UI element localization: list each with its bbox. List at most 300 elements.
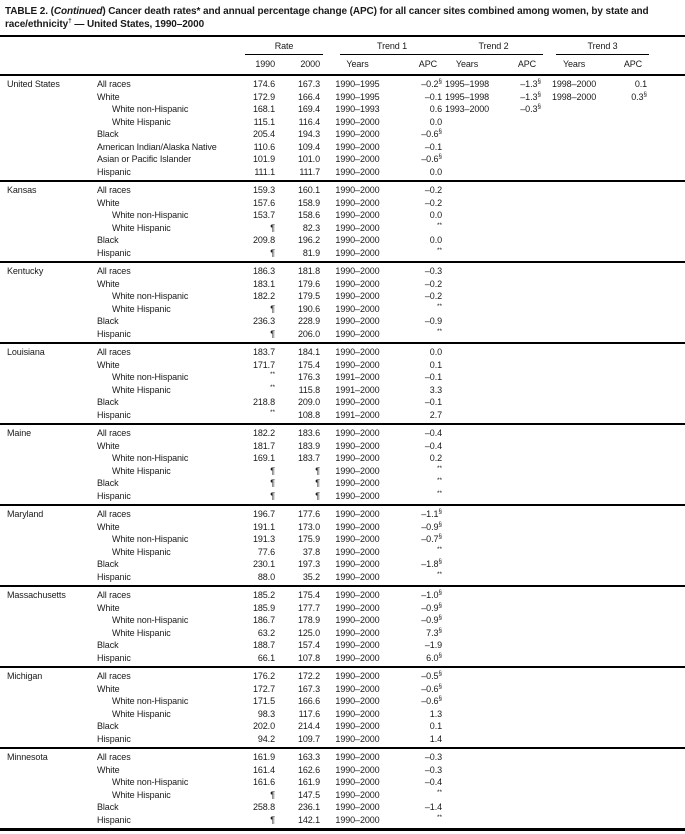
state-section-louisiana [0,343,685,424]
rate-2000 [278,141,323,154]
trend3-apc [605,452,649,465]
trend3-years [543,278,605,291]
rate-2000-value: 206.0 [297,328,320,339]
table-row [0,801,685,814]
race-ethnicity-label: White Hispanic [112,116,171,127]
trend1-apc [392,166,444,182]
race-ethnicity-label: Hispanic [97,247,131,258]
trend3-apc [605,764,649,777]
trend2-apc [490,490,543,506]
trend3-apc [605,290,649,303]
rate-2000 [278,602,323,615]
trend1-apc-footnote-marker: ** [436,302,443,310]
rate-1990 [245,465,278,478]
trend3-apc [605,720,649,733]
trend2-years [444,371,490,384]
rate-2000-value: 117.6 [298,708,320,719]
trend2-apc [490,586,543,602]
rate-2000 [278,627,323,640]
rate-2000 [278,490,323,506]
rate-1990-value: ¶ [270,490,275,501]
rate-2000-value: 183.9 [297,440,320,451]
spacer-cell [649,91,685,104]
table-row [0,103,685,116]
trend2-years [444,166,490,182]
trend2-years [444,278,490,291]
trend3-apc [605,639,649,652]
rate-2000-value: 161.9 [297,777,320,787]
rate-2000 [278,409,323,425]
rate-2000-value: 157.4 [297,640,320,650]
trend3-apc [605,614,649,627]
spacer-cell [649,546,685,559]
state-label [0,521,90,534]
trend3-years [543,141,605,154]
table-row [0,490,685,506]
rate-2000 [278,197,323,210]
rate-1990 [245,384,278,397]
rate-2000-value: 194.3 [297,129,320,139]
table-row [0,384,685,397]
trend1-apc-footnote-marker: § [438,78,443,85]
state-label [0,733,90,749]
table-header [0,37,685,75]
trend1-years: 1990–2000 [335,490,380,501]
spacer-cell [649,166,685,182]
table-row [0,602,685,615]
trend2-apc [490,764,543,777]
trend1-apc-footnote-marker: § [438,128,443,135]
trend2-apc [490,315,543,328]
rate-2000 [278,181,323,197]
trend1-apc [392,764,444,777]
col-header-1990: 1990 [245,55,278,76]
trend1-years: 1990–2000 [335,708,380,719]
trend1-apc [392,141,444,154]
state-label [0,639,90,652]
spacer-cell [649,505,685,521]
trend1-years: 1990–2000 [335,278,380,289]
trend2-years [444,789,490,802]
rate-1990-value: 110.6 [253,141,275,152]
trend2-apc [490,558,543,571]
rate-1990 [245,222,278,235]
trend1-apc [392,571,444,587]
rate-1990 [245,91,278,104]
trend3-years [543,533,605,546]
rate-1990 [245,789,278,802]
trend2-years [444,290,490,303]
trend1-apc [392,440,444,453]
state-label [0,440,90,453]
trend3-years [543,328,605,344]
trend2-years [444,359,490,372]
rate-2000-value: 176.3 [297,372,320,382]
col-header-trend3-years: Years [543,55,605,76]
spacer-cell [649,695,685,708]
trend1-years: 1991–2000 [335,409,380,420]
rate-1990-value: 94.2 [257,733,275,744]
rate-2000-value: 196.2 [297,235,320,245]
rate-2000-value: 108.8 [297,409,320,420]
trend3-apc [605,75,649,91]
trend1-years: 1990–2000 [335,154,380,164]
rate-2000-value: 183.7 [297,453,320,463]
trend1-years: 1990–2000 [335,328,380,339]
spacer-cell [649,789,685,802]
rate-1990 [245,290,278,303]
footnote-marker-star: * [196,6,201,17]
table-row [0,748,685,764]
rate-2000 [278,359,323,372]
trend2-apc [490,116,543,129]
state-section-michigan [0,667,685,748]
rate-2000 [278,614,323,627]
spacer-cell [649,440,685,453]
race-ethnicity-label: White [97,197,120,208]
race-ethnicity-label: White Hispanic [112,708,171,719]
trend2-apc [490,75,543,91]
rate-1990 [245,533,278,546]
trend1-apc [392,290,444,303]
rate-2000 [278,533,323,546]
trend2-years [444,764,490,777]
state-label [0,814,90,830]
trend2-apc [490,153,543,166]
rate-2000-value: 167.3 [297,79,320,89]
trend2-years [444,452,490,465]
trend1-apc [392,209,444,222]
trend1-apc-value: –0.7 [421,534,439,544]
trend1-apc-footnote-marker: § [438,682,443,690]
trend3-apc-footnote-marker: § [643,90,648,98]
col-header-trend2-apc: APC [490,55,543,76]
trend2-apc [490,452,543,465]
trend1-apc-value: –0.4 [424,428,443,438]
trend1-years: 1990–2000 [335,802,380,812]
spacer-cell [649,708,685,721]
rate-2000 [278,303,323,316]
state-label [0,708,90,721]
trend2-apc [490,262,543,278]
table-row [0,409,685,425]
trend3-apc [605,586,649,602]
trend1-apc-value: 1.4 [429,733,443,744]
state-label [0,801,90,814]
trend2-apc [490,103,543,116]
trend2-apc [490,533,543,546]
rate-1990 [245,75,278,91]
trend1-apc-value: –0.6 [421,154,439,164]
state-label: Massachusetts [7,590,66,600]
rate-2000-value: 109.7 [297,733,320,744]
state-label [0,452,90,465]
trend1-apc-value: –1.0 [421,590,439,600]
rate-1990-value: 181.7 [252,440,275,451]
trend3-apc [605,814,649,830]
spacer-cell [649,586,685,602]
trend2-years [444,465,490,478]
rate-2000 [278,639,323,652]
rate-2000 [278,91,323,104]
rate-1990 [245,328,278,344]
trend1-apc-value: –0.2 [424,197,443,208]
col-header-trend1-years: Years [323,55,392,76]
race-ethnicity-label: White Hispanic [112,546,171,557]
race-ethnicity-label: Hispanic [97,166,131,177]
trend1-years: 1990–2000 [335,347,380,357]
trend3-years [543,440,605,453]
state-label [0,533,90,546]
spacer-cell [649,315,685,328]
trend1-apc [392,128,444,141]
rate-2000 [278,586,323,602]
race-ethnicity-label: White [97,359,120,370]
race-ethnicity-label: Black [97,802,119,812]
col-group-trend1 [323,37,444,55]
rate-2000-value: 214.4 [297,721,320,731]
trend1-apc-footnote-marker: ** [436,545,443,553]
trend1-apc-footnote-marker: ** [436,570,443,578]
trend3-years: 1998–2000 [551,91,597,102]
state-label: Kansas [7,185,37,195]
col-header-trend1-apc: APC [392,55,444,76]
trend2-years [444,546,490,559]
rate-1990 [245,652,278,668]
state-label [0,490,90,506]
rate-2000-value: 167.3 [297,683,320,694]
trend3-apc [605,440,649,453]
rate-2000-value: 158.6 [297,210,320,220]
trend3-apc [605,234,649,247]
rate-1990-value: 185.2 [252,590,275,600]
trend1-apc [392,586,444,602]
trend2-years [444,477,490,490]
race-ethnicity-label: White non-Hispanic [112,104,189,114]
rate-2000-value: ¶ [315,490,320,501]
col-group-trend2 [444,37,543,55]
trend3-apc [605,262,649,278]
rate-1990-value: ¶ [270,222,275,233]
rate-1990-value: ¶ [270,465,275,476]
rate-2000 [278,733,323,749]
trend1-years: 1990–2000 [335,546,380,557]
table-row [0,91,685,104]
rate-2000-value: 190.6 [297,303,320,314]
table-row [0,533,685,546]
rate-1990 [245,181,278,197]
trend1-years: 1990–2000 [335,521,380,532]
rate-2000-value: 172.2 [297,671,320,681]
trend1-apc [392,234,444,247]
trend1-apc [392,733,444,749]
spacer-cell [649,465,685,478]
table-row [0,667,685,683]
trend1-years: 1990–2000 [335,602,380,613]
trend2-years [444,695,490,708]
table-row [0,153,685,166]
trend1-apc-value: 0.0 [429,347,443,357]
rate-1990-value: 66.1 [257,652,275,663]
trend1-apc-value: –0.3 [424,752,443,762]
state-label [0,627,90,640]
trend1-years: 1990–2000 [335,640,380,650]
spacer-cell [649,571,685,587]
race-ethnicity-label: Hispanic [97,652,131,663]
empty-header-cell [649,55,685,76]
state-label [0,571,90,587]
race-ethnicity-label: White non-Hispanic [112,210,189,220]
spacer-cell [649,153,685,166]
rate-2000-value: 173.0 [297,521,320,532]
trend3-years [543,424,605,440]
rate-2000 [278,652,323,668]
trend1-apc-value: –0.2 [421,79,439,89]
trend3-years [543,359,605,372]
trend2-apc [490,234,543,247]
column-header-row [0,55,685,76]
trend1-apc [392,384,444,397]
rate-2000 [278,153,323,166]
trend1-apc-footnote-marker: § [438,558,443,565]
race-ethnicity-label: White [97,91,120,102]
trend1-apc-footnote-marker: § [438,670,443,677]
table-row [0,683,685,696]
table-row [0,209,685,222]
trend1-apc-footnote-marker: § [438,520,443,528]
race-ethnicity-label: White Hispanic [112,384,171,395]
rate-2000-value: 228.9 [297,316,320,326]
rate-2000-value: ¶ [315,478,320,488]
rate-2000 [278,776,323,789]
rate-1990 [245,141,278,154]
trend1-years: 1991–2000 [335,372,380,382]
trend3-apc [605,328,649,344]
trend1-apc [392,558,444,571]
table-row [0,247,685,263]
footnote-marker-dagger: † [68,17,72,25]
rate-1990-value: 88.0 [257,571,275,582]
rate-1990-value: 172.9 [252,91,275,102]
trend3-years [543,181,605,197]
spacer-cell [649,733,685,749]
rate-1990 [245,546,278,559]
rate-2000 [278,166,323,182]
rate-2000-value: 181.8 [297,266,320,276]
rate-1990-value: ¶ [270,247,275,258]
trend2-apc-value: –0.3 [520,104,538,114]
trend1-years: 1990–2000 [335,534,380,544]
rate-2000-value: 160.1 [297,185,320,195]
rate-2000 [278,764,323,777]
trend1-apc [392,505,444,521]
rate-2000 [278,209,323,222]
rate-1990 [245,748,278,764]
rate-2000 [278,558,323,571]
table-row [0,652,685,668]
race-ethnicity-label: American Indian/Alaska Native [97,141,217,152]
trend3-apc [605,166,649,182]
trend1-apc-value: –0.9 [421,521,439,532]
rate-1990-value: 98.3 [257,708,275,719]
spacer-cell [649,558,685,571]
rate-2000 [278,477,323,490]
state-section-united-states [0,75,685,181]
trend1-years: 1990–2000 [335,316,380,326]
table-row [0,720,685,733]
trend2-years [444,801,490,814]
trend3-years [543,303,605,316]
trend3-apc [605,748,649,764]
rate-2000-value: 142.1 [297,814,320,825]
rate-1990 [245,303,278,316]
rate-1990 [245,262,278,278]
rate-1990-value: 101.9 [252,154,275,164]
trend1-apc-value: –1.4 [424,802,443,812]
trend1-years: 1990–2000 [335,210,380,220]
rate-1990 [245,720,278,733]
trend2-apc-value: –1.3 [520,79,538,89]
rate-1990-value: 77.6 [257,546,275,557]
spacer-cell [649,290,685,303]
trend1-apc [392,315,444,328]
rate-2000 [278,801,323,814]
trend1-apc-footnote-marker: § [438,695,443,702]
trend1-apc [392,667,444,683]
rate-1990 [245,209,278,222]
rate-1990-value: 191.1 [252,521,275,532]
rate-1990-value: 176.2 [252,671,275,681]
trend1-years: 1990–2000 [335,359,380,370]
rate-2000-value: 209.0 [297,397,320,407]
trend2-apc [490,409,543,425]
trend3-years [543,409,605,425]
rate-2000-value: 35.2 [302,571,320,582]
rate-2000 [278,789,323,802]
trend1-apc-value: –0.9 [421,615,439,625]
rate-1990-value: 169.1 [252,453,275,463]
trend1-apc-value: –0.9 [421,602,439,613]
trend2-years [444,234,490,247]
trend2-apc [490,521,543,534]
spacer-cell [649,683,685,696]
trend1-years: 1990–1995 [335,91,380,102]
race-ethnicity-label: White [97,278,120,289]
race-ethnicity-label: Hispanic [97,328,131,339]
trend1-apc-footnote-marker: ** [436,464,443,472]
race-ethnicity-label: Black [97,640,119,650]
rate-2000 [278,452,323,465]
rate-1990 [245,733,278,749]
trend1-apc-value: –0.3 [424,266,443,276]
trend1-years: 1990–2000 [335,814,380,825]
rate-2000-value: 169.4 [297,104,320,114]
race-ethnicity-label: White non-Hispanic [112,291,189,301]
trend1-years: 1990–2000 [335,266,380,276]
trend1-years: 1990–2000 [335,478,380,488]
trend3-years [543,627,605,640]
trend1-apc [392,627,444,640]
rate-1990 [245,477,278,490]
state-label [0,247,90,263]
state-label [0,197,90,210]
state-label: Minnesota [7,752,48,762]
trend2-apc [490,141,543,154]
trend1-years: 1990–2000 [335,291,380,301]
trend3-apc [605,695,649,708]
spacer-cell [649,602,685,615]
trend1-apc [392,409,444,425]
